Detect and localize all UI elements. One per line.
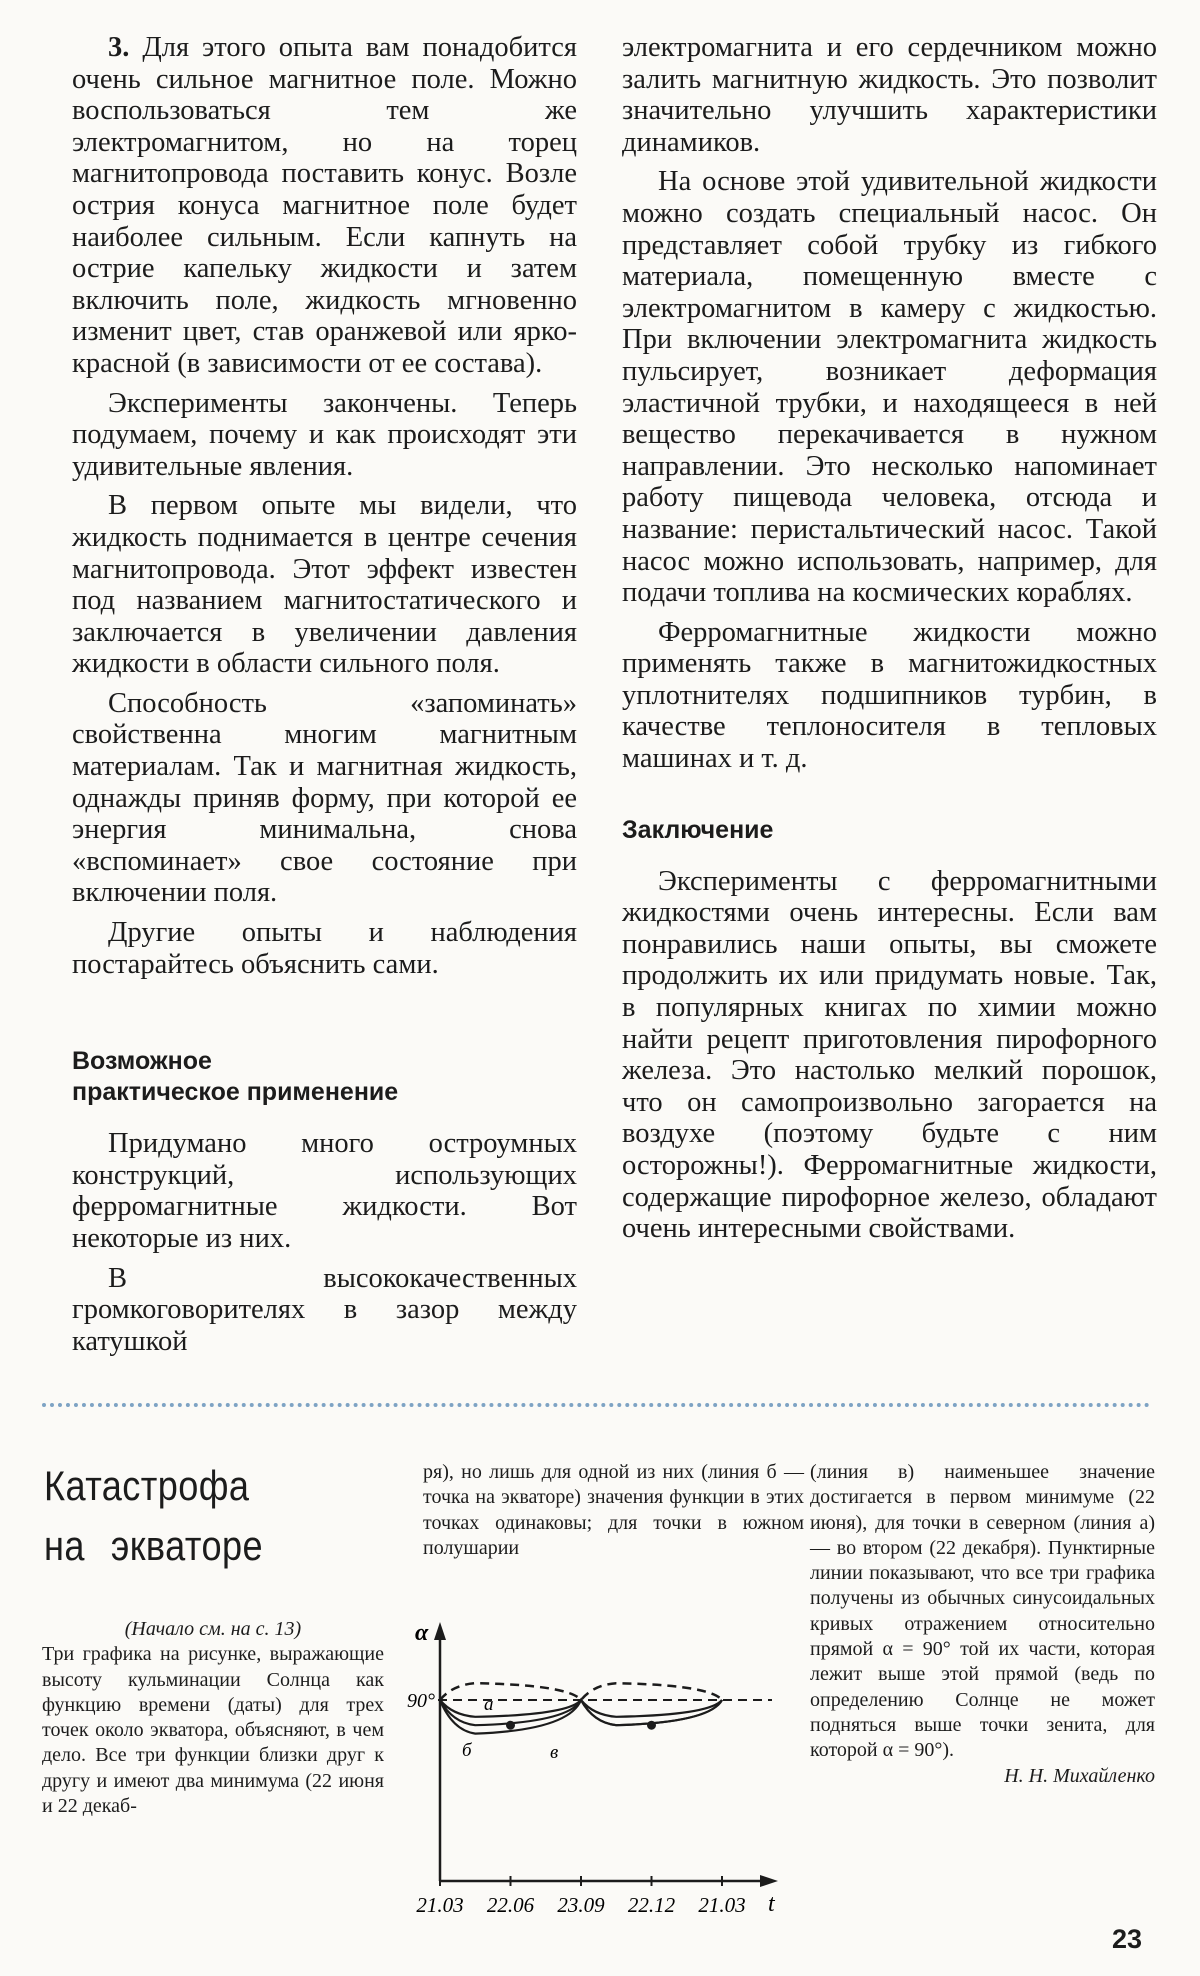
paragraph: ря), но лишь для одной из них (линия б — точка на экваторе) значения функции в этих точках одинаковы; для точки в южном полушарии xyxy=(423,1461,804,1559)
paragraph: Придумано много остроумных конструкций, использующих ферромагнитные жидкости. Вот некоторые из них. xyxy=(72,1128,577,1254)
x-axis-arrow xyxy=(760,1875,778,1887)
page-number: 23 xyxy=(1112,1924,1143,1954)
curve-label-а: а xyxy=(484,1694,494,1715)
x-axis-label: t xyxy=(768,1891,775,1917)
y-axis-label: α xyxy=(415,1620,429,1646)
continuation-note: (Начало см. на с. 13) xyxy=(124,1618,302,1640)
chart-axes xyxy=(434,1622,778,1887)
sun-altitude-chart xyxy=(407,1618,785,1920)
right-column xyxy=(622,32,1157,1245)
x-tick-label: 22.06 xyxy=(486,1893,535,1917)
article-column-2 xyxy=(423,1460,804,1561)
item-number: 3. xyxy=(108,32,130,63)
y-tick-label: 90° xyxy=(407,1690,435,1712)
article-column-1 xyxy=(42,1617,384,1819)
paragraph-experiment-3: 3. Для этого опыта вам понадобится очень сильное магнитное поле. Можно воспользоваться тем же электромагнитом, но на торец магнитопровода поставить конус. Возле острия конуса магнитное поле будет наиболее сильным. Если капнуть на острие капельку жидкости и затем включить поле, жидкость мгновенно изменит цвет, став оранжевой или ярко-красной (в зависимости от ее состава). xyxy=(72,32,577,379)
paragraph: электромагнита и его сердечником можно залить магнитную жидкость. Это позволит значительно улучшить характеристики динамиков. xyxy=(622,32,1157,158)
paragraph: В высококачественных громкоговорителях в зазор между катушкой xyxy=(72,1262,577,1357)
paragraph: (линия в) наименьшее значение достигается в первом минимуме (22 июня), для точки в северном (линия а) — во втором (22 декабря). Пунктирные линии показывают, что все три графика получены из обычных синусоидальных кривых отражением относительно прямой α = 90° той их части, которая лежит выше этой прямой (ведь по определению Солнце не может подняться выше точки зенита, для которой α = 90°). xyxy=(810,1461,1155,1762)
minimum-point xyxy=(506,1721,515,1730)
paragraph: Три графика на рисунке, выражающие высоту кульминации Солнца как функцию времени (даты) для трех точек около экватора, объясняют, в чем дело. Все три функции близки друг к другу и имеют два минимума (22 июня и 22 декаб- xyxy=(42,1643,384,1818)
left-column xyxy=(72,32,577,1357)
section-heading-conclusion: Заключение xyxy=(622,815,774,844)
paragraph: Эксперименты закончены. Теперь подумаем, почему и как происходят эти удивительные явления. xyxy=(72,387,577,482)
curve-label-б: б xyxy=(462,1740,472,1761)
author-signature: Н. Н. Михайленко xyxy=(1004,1764,1155,1787)
minimum-point xyxy=(647,1721,656,1730)
paragraph: Другие опыты и наблюдения постарайтесь объяснить сами. xyxy=(72,917,577,980)
x-tick-label: 21.03 xyxy=(698,1893,746,1917)
paragraph: На основе этой удивительной жидкости можно создать специальный насос. Он представляет собой трубку из гибкого материала, помещенную вместе с электромагнитом в камеру с жидкостью. При включении электромагнита жидкость пульсирует, возникает деформация эластичной трубки, и находящееся в ней вещество перекачивается в нужном направлении. Это несколько напоминает работу пищевода человека, отсюда и название: перистальтический насос. Такой насос можно использовать, например, для подачи топлива на космических кораблях. xyxy=(622,166,1157,609)
curve-label-в: в xyxy=(550,1742,559,1763)
paragraph: Эксперименты с ферромагнитными жидкостями очень интересны. Если вам понравились наши опыты, вы сможете продолжить их или придумать новые. Так, в популярных книгах по химии можно найти рецепт приготовления пирофорного железа. Это настолько мелкий порошок, что он самопроизвольно загорается на воздухе (поэтому будьте с ним осторожны!). Ферромагнитные жидкости, содержащие пирофорное железо, обладают очень интересными свойствами. xyxy=(622,865,1157,1245)
section-heading-applications: Возможное практическое применение xyxy=(72,1047,399,1107)
article-column-3 xyxy=(810,1460,1155,1789)
y-axis-arrow xyxy=(434,1622,446,1640)
paragraph: В первом опыте мы видели, что жидкость поднимается в центре сечения магнитопровода. Этот эффект известен под названием магнитостатического и заключается в увеличении давления жидкости в области сильного поля. xyxy=(72,490,577,680)
article-title: Катастрофа на экваторе xyxy=(44,1462,264,1569)
section-divider xyxy=(42,1403,1150,1407)
x-tick-label: 22.12 xyxy=(627,1893,676,1917)
paragraph: Способность «запоминать» свойственна многим магнитным материалам. Так и магнитная жидкость, однажды приняв форму, при которой ее энергия минимальна, снова «вспоминает» свое состояние при включении поля. xyxy=(72,687,577,909)
paragraph: Ферромагнитные жидкости можно применять также в магнитожидкостных уплотнителях подшипников турбин, в качестве теплоносителя в тепловых машинах и т. д. xyxy=(622,616,1157,775)
x-tick-label: 23.09 xyxy=(557,1893,605,1917)
x-tick-label: 21.03 xyxy=(416,1893,464,1917)
series-line-reflected xyxy=(440,1683,722,1700)
